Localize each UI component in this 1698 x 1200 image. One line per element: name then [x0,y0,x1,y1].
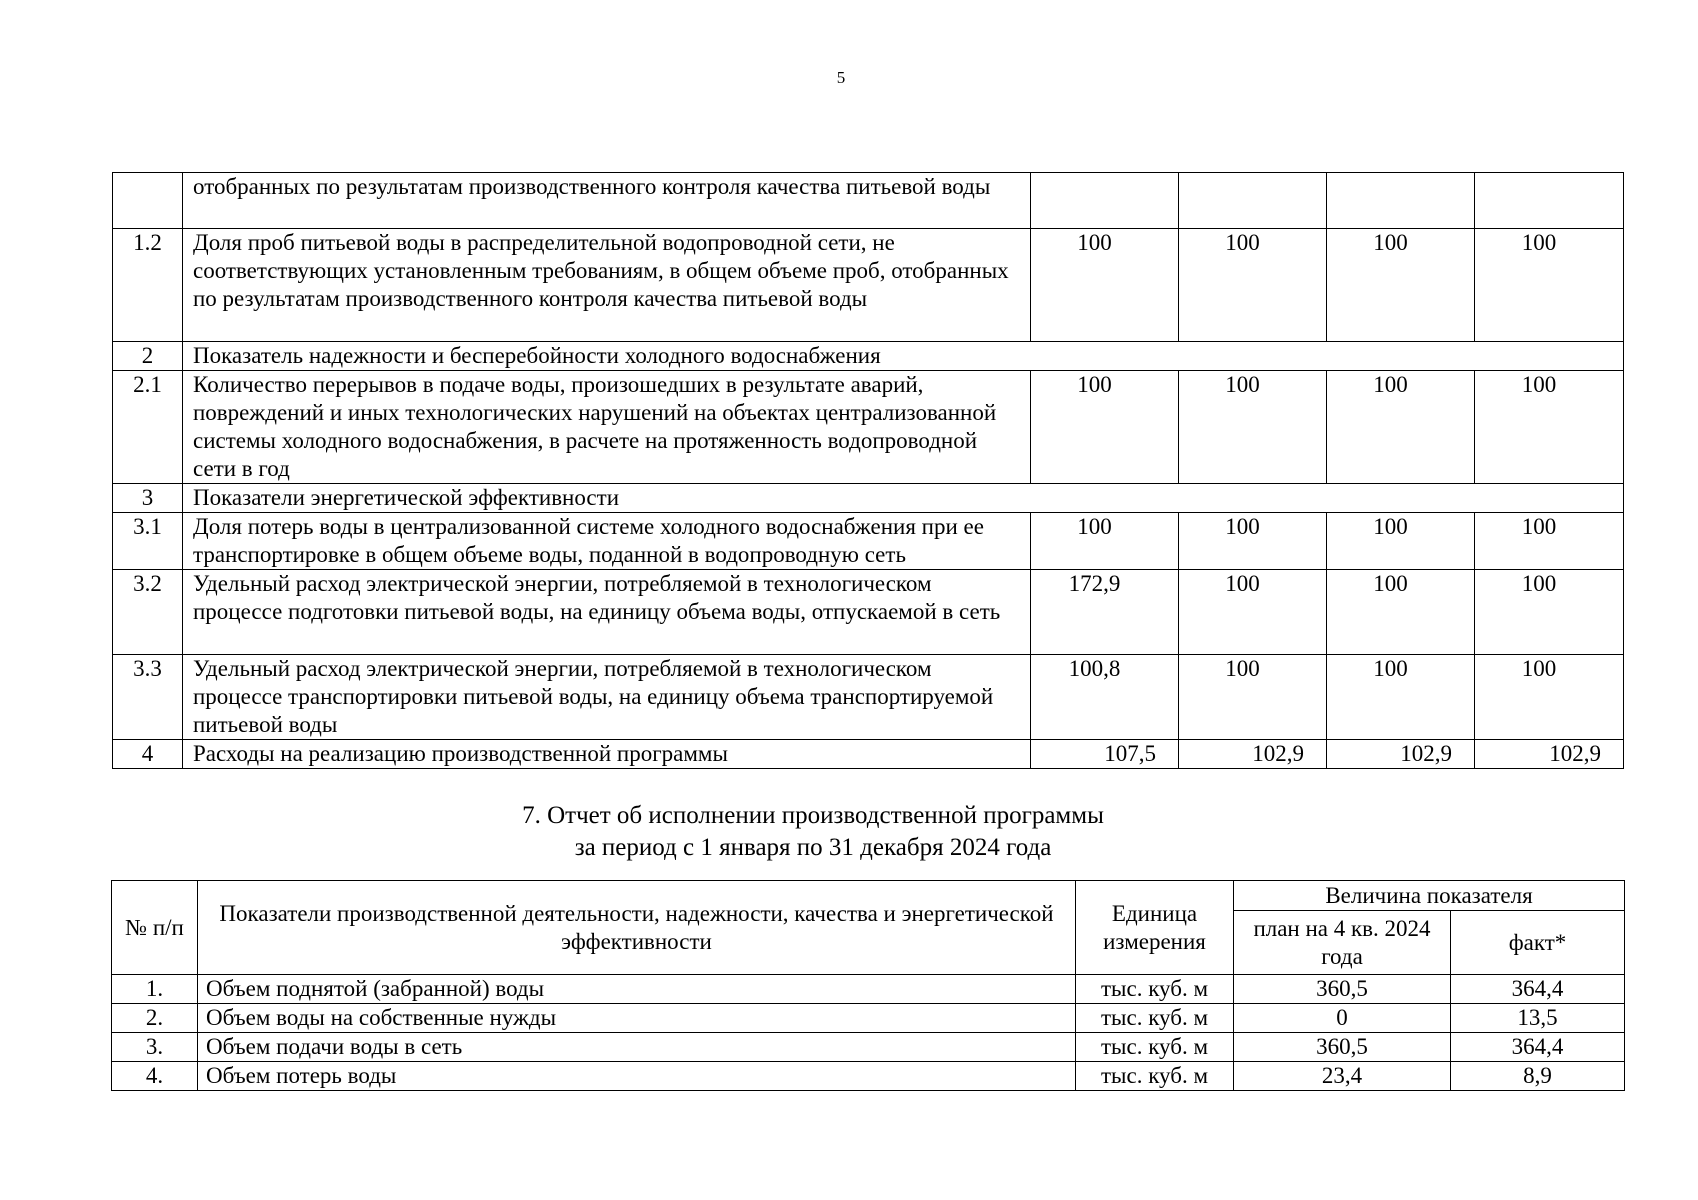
row-number: 3.3 [113,655,183,740]
header-fact: факт* [1451,911,1625,975]
indicator-name: Доля проб питьевой воды в распределительной водопроводной сети, не соответствующих установленным требованиям, в общем объеме проб, отобранных по результатам производственного контроля качества питьевой воды [183,229,1031,342]
indicator-name: Доля потерь воды в централизованной системе холодного водоснабжения при ее транспортировке в общем объеме воды, поданной в водопроводную сеть [183,513,1031,570]
table-row [113,740,1624,769]
value-2: 100 [1179,570,1327,655]
plan-value: 23,4 [1234,1062,1451,1091]
table-row [113,513,1624,570]
value-3 [1327,173,1475,229]
unit: тыс. куб. м [1076,1033,1234,1062]
value-3: 100 [1327,655,1475,740]
value-2: 100 [1179,655,1327,740]
section-row [113,484,1624,513]
table-row [112,1062,1625,1091]
indicators-table [112,172,1624,769]
value-1: 100 [1031,229,1179,342]
row-number: 4 [113,740,183,769]
table-row [113,173,1624,229]
table-row [113,229,1624,342]
value-2: 100 [1179,513,1327,570]
value-2: 100 [1179,229,1327,342]
header-indicator: Показатели производственной деятельности, надежности, качества и энергетической эффективности [198,881,1076,975]
value-3: 100 [1327,371,1475,484]
value-1: 100,8 [1031,655,1179,740]
value-4: 100 [1475,570,1624,655]
table-row [112,975,1625,1004]
section-name: Показатели энергетической эффективности [183,484,1624,513]
indicator-name: Количество перерывов в подаче воды, произошедших в результате аварий, повреждений и иных технологических нарушений на объектах централизованной системы холодного водоснабжения, в расчете на протяженность водопроводной сети в год [183,371,1031,484]
table-row [113,655,1624,740]
row-number: 3. [112,1033,198,1062]
value-4: 100 [1475,229,1624,342]
indicator-name: Расходы на реализацию производственной программы [183,740,1031,769]
indicator-name: отобранных по результатам производственного контроля качества питьевой воды [183,173,1031,229]
value-1: 100 [1031,513,1179,570]
value-4: 102,9 [1475,740,1624,769]
section-7-title-line2: за период с 1 января по 31 декабря 2024 года [574,834,1052,861]
row-number: 4. [112,1062,198,1091]
section-name: Показатель надежности и бесперебойности холодного водоснабжения [183,342,1624,371]
value-1: 172,9 [1031,570,1179,655]
section-row [113,342,1624,371]
indicator-name: Удельный расход электрической энергии, потребляемой в технологическом процессе подготовки питьевой воды, на единицу объема воды, отпускаемой в сеть [183,570,1031,655]
value-1: 100 [1031,371,1179,484]
header-plan: план на 4 кв. 2024 года [1234,911,1451,975]
header-unit: Единица измерения [1076,881,1234,975]
page-number: 5 [836,68,846,87]
plan-value: 360,5 [1234,975,1451,1004]
plan-value: 360,5 [1234,1033,1451,1062]
table-row [112,1033,1625,1062]
value-4: 100 [1475,655,1624,740]
program-report-table [111,880,1625,1091]
value-3: 100 [1327,570,1475,655]
indicator-name: Объем воды на собственные нужды [198,1004,1076,1033]
row-number: 2 [113,342,183,371]
value-3: 102,9 [1327,740,1475,769]
table-row [112,1004,1625,1033]
plan-value: 0 [1234,1004,1451,1033]
fact-value: 13,5 [1451,1004,1625,1033]
value-2 [1179,173,1327,229]
row-number: 3 [113,484,183,513]
unit: тыс. куб. м [1076,975,1234,1004]
indicator-name: Объем потерь воды [198,1062,1076,1091]
table-row [113,371,1624,484]
header-num: № п/п [112,881,198,975]
row-number: 2. [112,1004,198,1033]
fact-value: 364,4 [1451,975,1625,1004]
indicator-name: Объем поднятой (забранной) воды [198,975,1076,1004]
row-number [113,173,183,229]
unit: тыс. куб. м [1076,1004,1234,1033]
value-3: 100 [1327,229,1475,342]
indicator-name: Удельный расход электрической энергии, потребляемой в технологическом процессе транспортировки питьевой воды, на единицу объема транспортируемой питьевой воды [183,655,1031,740]
value-4: 100 [1475,371,1624,484]
value-2: 100 [1179,371,1327,484]
fact-value: 8,9 [1451,1062,1625,1091]
row-number: 3.2 [113,570,183,655]
value-2: 102,9 [1179,740,1327,769]
table-row [113,570,1624,655]
unit: тыс. куб. м [1076,1062,1234,1091]
row-number: 3.1 [113,513,183,570]
value-1: 107,5 [1031,740,1179,769]
section-7-title-line1: 7. Отчет об исполнении производственной программы [522,802,1104,829]
section-7-title [0,800,1698,864]
row-number: 2.1 [113,371,183,484]
value-4 [1475,173,1624,229]
row-number: 1. [112,975,198,1004]
value-4: 100 [1475,513,1624,570]
header-value: Величина показателя [1234,881,1625,911]
row-number: 1.2 [113,229,183,342]
fact-value: 364,4 [1451,1033,1625,1062]
indicator-name: Объем подачи воды в сеть [198,1033,1076,1062]
value-3: 100 [1327,513,1475,570]
value-1 [1031,173,1179,229]
